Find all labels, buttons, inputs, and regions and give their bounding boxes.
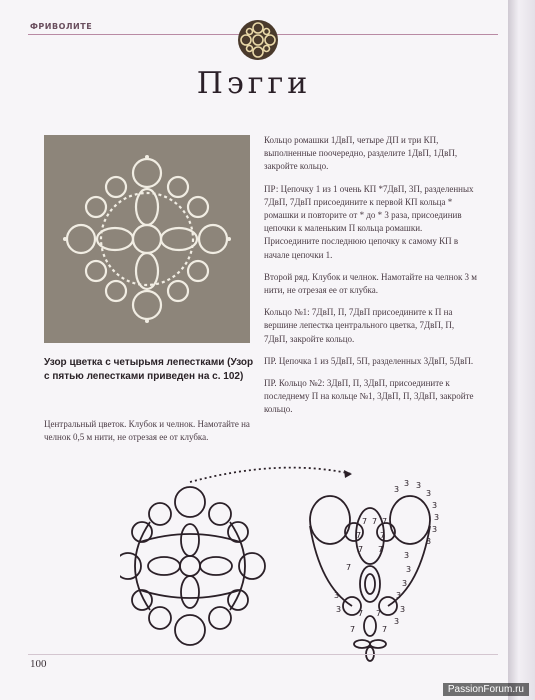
diagram-label: 3: [416, 481, 422, 490]
diagram-label: 3: [336, 605, 342, 614]
diagram-label: 3: [432, 525, 438, 534]
lace-photo: [44, 135, 250, 343]
diagram-label: 3: [394, 617, 400, 626]
diagram-label: 7: [346, 563, 352, 572]
diagram-label: 7: [382, 625, 388, 634]
diagram-label: 7: [358, 609, 364, 618]
diagram-label: 7: [362, 517, 368, 526]
page-number: 100: [30, 658, 47, 670]
diagram-label: 7: [376, 609, 382, 618]
diagram-label: 3: [400, 605, 406, 614]
diagram-label: 3: [432, 501, 438, 510]
diagram-label: 3: [404, 551, 410, 560]
pattern-caption: Узор цветка с четырьмя лепестками (Узор с пятью лепестками приведен на с. 102): [44, 357, 254, 382]
diagram-label: 3: [334, 591, 340, 600]
instruction-paragraph: ПР: Цепочку 1 из 1 очень КП *7ДвП, 3П, разделенных 7ДвП, 7ДвП присоедините к первой КП кольца * ромашки и повторите от * до * 3 раза, присоединив цепочки к маленьким П кольца ромашки. Присоедините последнюю цепочку к самому КП в начале цепочки 1.: [264, 183, 474, 260]
site-watermark: PassionForum.ru: [443, 683, 529, 696]
diagram-label: 3: [426, 489, 432, 498]
instruction-paragraph: ПР. Кольцо №2: 3ДвП, П, 3ДвП, присоедините к последнему П на кольце №1, 3ДвП, П, 3ДвП, закройте кольцо.: [264, 378, 474, 415]
diagram-label: 7: [372, 517, 378, 526]
diagram-label: 7: [356, 531, 362, 540]
book-spine: [508, 0, 535, 700]
diagram-label: 3: [406, 565, 412, 574]
diagram-label: 3: [404, 479, 410, 488]
section-label: ФРИВОЛИТЕ: [30, 22, 93, 31]
instruction-paragraph: Второй ряд. Клубок и челнок. Намотайте на челнок 3 м нити, не отрезая ее от клубка.: [264, 271, 478, 296]
diagram-label: 7: [382, 517, 388, 526]
instruction-paragraph: Кольцо №1: 7ДвП, П, 7ДвП присоедините к П на вершине лепестка центрального цветка, 7ДвП, П, 7ДвП, закройте кольцо.: [264, 307, 455, 344]
lace-ornament-icon: [236, 18, 280, 62]
diagram-label: 3: [426, 537, 432, 546]
diagram-label: 7: [378, 545, 384, 554]
diagram-label: 7: [350, 625, 356, 634]
diagram-label: 3: [434, 513, 440, 522]
page-title: Пэгги: [196, 66, 312, 101]
footer-divider: [28, 654, 498, 655]
intro-paragraph: Центральный цветок. Клубок и челнок. Намотайте на челнок 0,5 м нити, не отрезая ее от клубка.: [44, 419, 250, 442]
instruction-paragraph: Кольцо ромашки 1ДвП, четыре ДП и три КП, выполненные поочередно, разделите 1ДвП, 1ДвП, закройте кольцо.: [264, 135, 458, 172]
diagram-label: 3: [402, 579, 408, 588]
diagram-label: 3: [394, 485, 400, 494]
instructions-column: [264, 134, 478, 426]
diagram-label: 7: [358, 545, 364, 554]
diagram-label: 3: [396, 591, 402, 600]
tatting-diagram: [120, 466, 460, 666]
diagram-label: 7: [380, 531, 386, 540]
instruction-paragraph: ПР. Цепочка 1 из 5ДвП, 5П, разделенных 3ДвП, 5ДвП.: [264, 355, 474, 366]
